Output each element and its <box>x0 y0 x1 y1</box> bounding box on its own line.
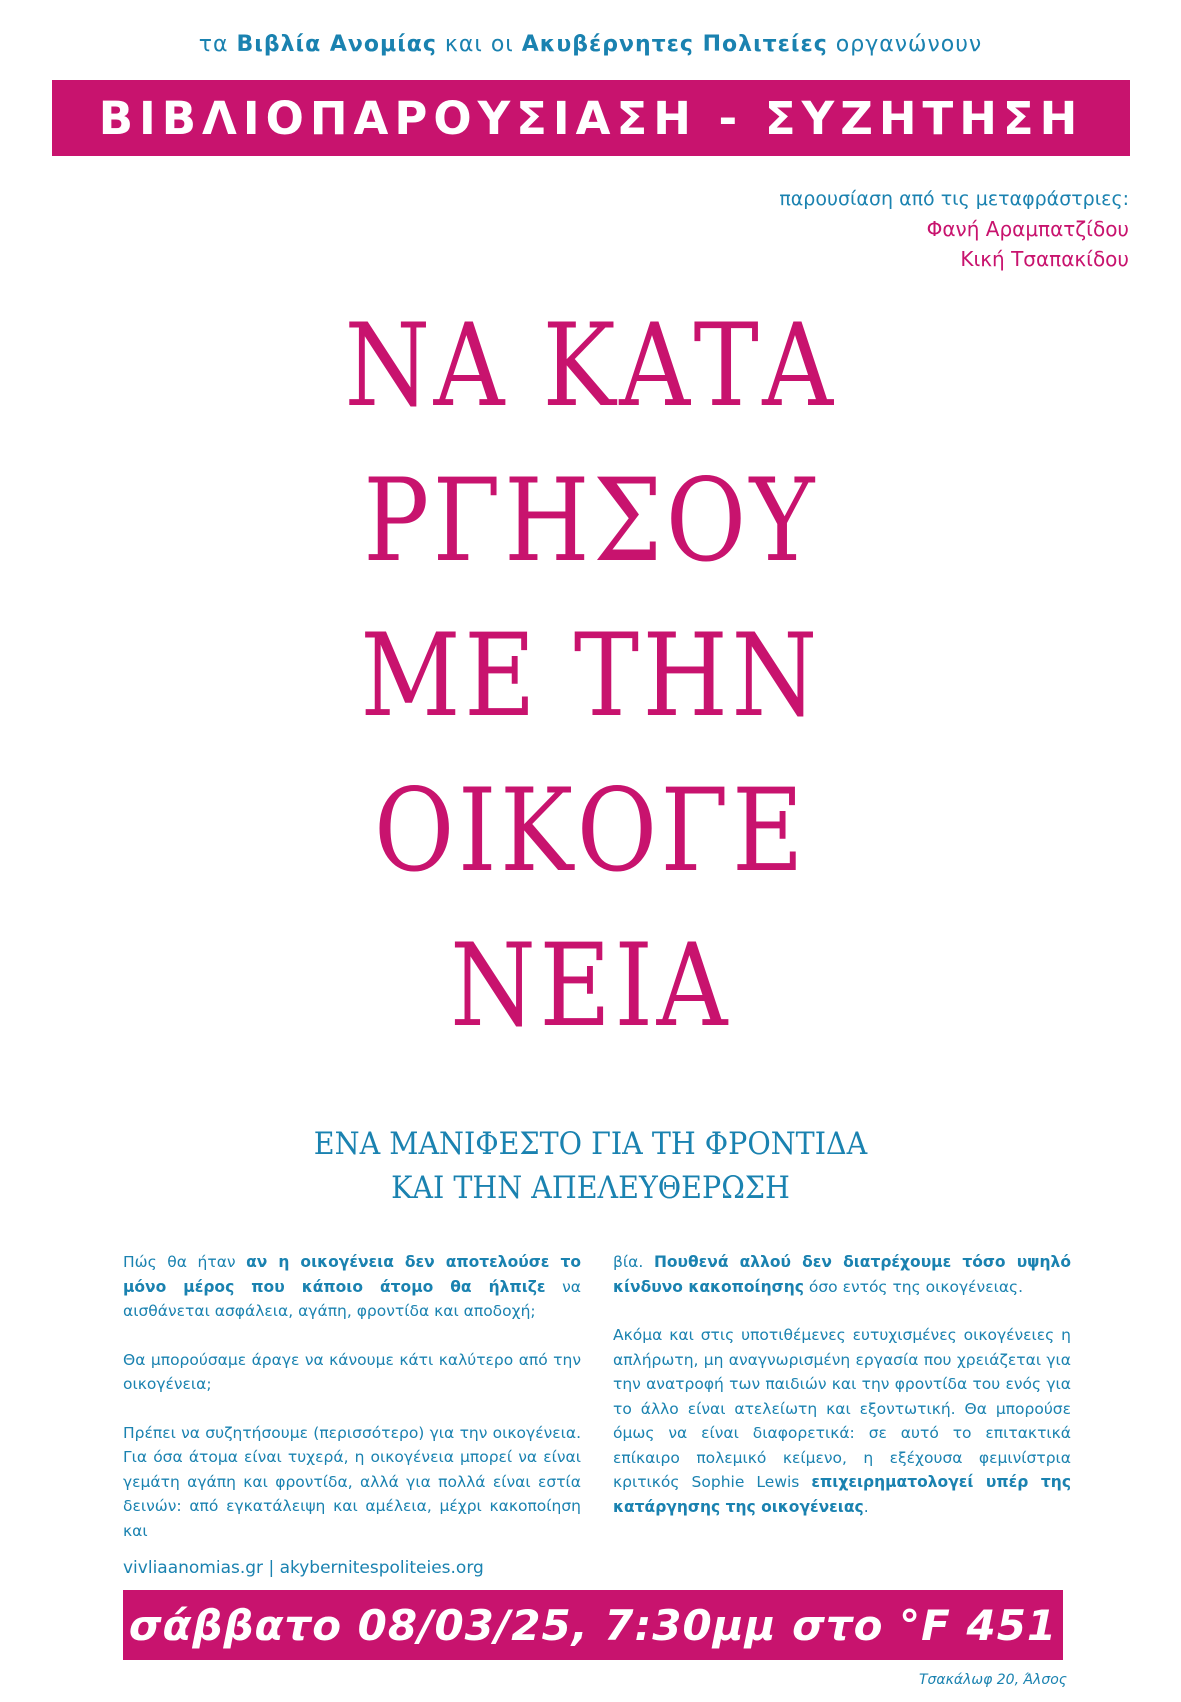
book-title-line-3: ΜΕ ΤΗΝ <box>360 609 821 742</box>
websites-line: vivliaanomias.gr | akybernitespoliteies.org <box>123 1558 484 1578</box>
book-title-line-2: ΡΓΗΣΟΥ <box>363 454 818 587</box>
p4-text-a: βία. <box>613 1253 654 1271</box>
p4-text-c: όσο εντός της οικογένειας. <box>803 1277 1024 1296</box>
body-paragraph-4 <box>613 1250 1071 1299</box>
book-title-line-1: ΝΑ ΚΑΤΑ <box>344 299 837 432</box>
p5-text-c: . <box>863 1497 869 1516</box>
body-column-left <box>123 1250 581 1567</box>
presenter-name-2: Κική Τσαπακίδου <box>960 247 1129 271</box>
p1-text-a: Πώς θα ήταν <box>123 1253 247 1271</box>
book-title <box>83 288 1099 1063</box>
body-column-right <box>613 1250 1071 1543</box>
organizer-vivlia-anomias: Βιβλία Ανομίας <box>236 32 437 57</box>
presenters-block <box>779 184 1129 274</box>
body-paragraph-3: Πρέπει να συζητήσουμε (περισσότερο) για την οικογένεια. Για όσα άτομα είναι τυχερά, η οικογένεια μπορεί να είναι γεμάτη αγάπη και φροντίδα, αλλά για πολλά είναι εστία δεινών: από εγκατάλειψη και αμέλεια, μέχρι κακοποίηση και <box>123 1423 581 1540</box>
book-subtitle-line-2: ΚΑΙ ΤΗΝ ΑΠΕΛΕΥΘΕΡΩΣΗ <box>391 1170 790 1206</box>
organizer-akybernites-politeies: Ακυβέρνητες Πολιτείες <box>521 32 828 57</box>
event-type-banner: ΒΙΒΛΙΟΠΑΡΟΥΣΙΑΣΗ - ΣΥΖΗΤΗΣΗ <box>52 80 1130 156</box>
venue-address: Τσακάλωφ 20, Άλσος <box>918 1672 1067 1688</box>
presenter-name-1: Φανή Αραμπατζίδου <box>926 217 1129 241</box>
p1-text-c: να αισθάνεται ασφάλεια, αγάπη, φροντίδα και αποδοχή; <box>123 1277 581 1320</box>
body-paragraph-2: Θα μπορούσαμε άραγε να κάνουμε κάτι καλύτερο από την οικογένεια; <box>123 1350 581 1393</box>
p5-text-a: Ακόμα και στις υποτιθέμενες ευτυχισμένες οικογένειες η απλήρωτη, μη αναγνωρισμένη εργασία που χρειάζεται για την ανατροφή των παιδιών και την φροντίδα του ενός για το άλλο είναι ατελείωτη και εξοντωτική. Θα μπορούσε όμως να είναι διαφορετικά: σε αυτό το επιτακτικά επίκαιρο πολεμικό κείμενο, η εξέχουσα φεμινίστρια κριτικός Sophie Lewis <box>613 1326 1071 1491</box>
organizers-line <box>0 32 1181 57</box>
date-venue-banner: σάββατο 08/03/25, 7:30μμ στο °F 451 <box>123 1590 1063 1660</box>
book-title-line-4: ΟΙΚΟΓΕ <box>374 764 807 897</box>
body-paragraph-5 <box>613 1323 1071 1519</box>
organizers-pre: τα <box>198 32 237 57</box>
organizers-post: οργανώνουν <box>827 32 983 57</box>
book-title-line-5: ΝΕΙΑ <box>450 919 731 1052</box>
body-paragraph-1 <box>123 1250 581 1324</box>
p5-text-bold: επιχειρηματολογεί υπέρ της κατάργησης της οικογένειας <box>613 1473 1072 1516</box>
presenters-label: παρουσίαση από τις μεταφράστριες: <box>779 188 1129 210</box>
book-subtitle <box>47 1122 1134 1210</box>
p1-text-bold: αν η οικογένεια δεν αποτελούσε το μόνο μέρος που κάποιο άτομο θα ήλπιζε <box>123 1253 581 1296</box>
p4-text-bold: Πουθενά αλλού δεν διατρέχουμε τόσο υψηλό κίνδυνο κακοποίησης <box>613 1253 1071 1296</box>
book-subtitle-line-1: ΕΝΑ ΜΑΝΙΦΕΣΤΟ ΓΙΑ ΤΗ ΦΡΟΝΤΙΔΑ <box>313 1126 868 1162</box>
organizers-mid: και οι <box>436 32 522 57</box>
